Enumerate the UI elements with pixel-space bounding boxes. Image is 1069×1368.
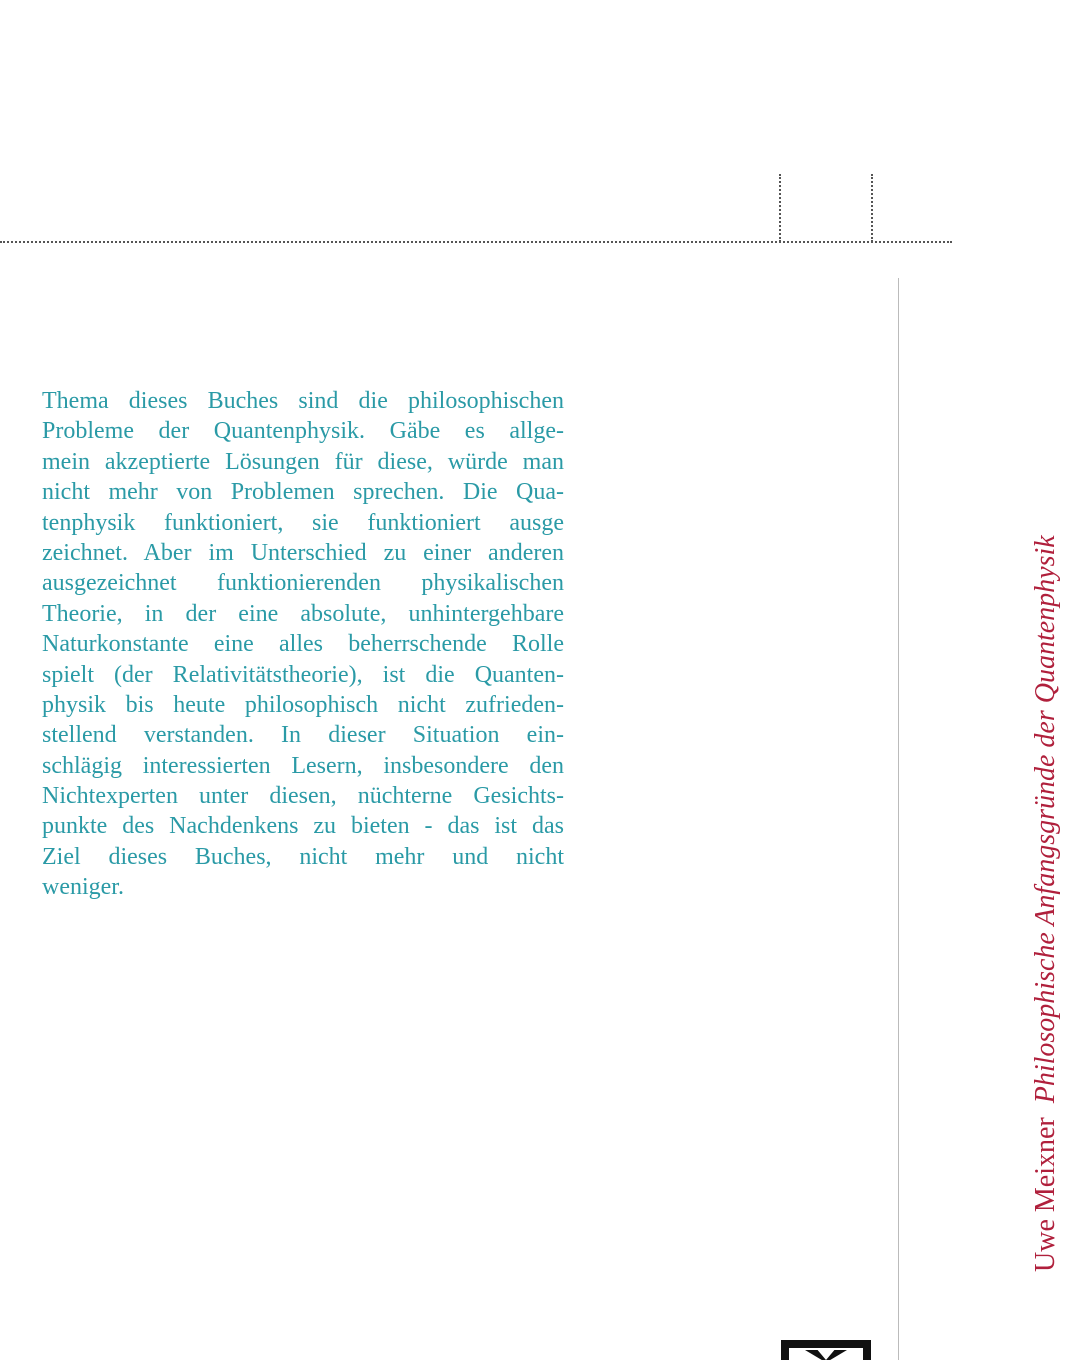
blurb-line: Theorie, in der eine absolute, unhintergehbare xyxy=(42,600,564,627)
blurb-line: Nichtexperten unter diesen, nüchterne Gesichts- xyxy=(42,783,564,810)
blurb-line: ausgezeichnet funktionierenden physikalischen xyxy=(42,570,564,597)
blurb-line: Ziel dieses Buches, nicht mehr und nicht xyxy=(42,843,564,870)
blurb-line: spielt (der Relativitätstheorie), ist die Quanten- xyxy=(42,661,564,688)
publisher-logo-icon xyxy=(781,1340,871,1360)
spine-fold-line xyxy=(898,278,899,1360)
cut-line-vertical-right xyxy=(871,174,873,242)
blurb-line: nicht mehr von Problemen sprechen. Die Qua- xyxy=(42,479,564,506)
spine-text xyxy=(1023,532,1069,1272)
blurb-line: Naturkonstante eine alles beherrschende Rolle xyxy=(42,631,564,658)
publisher-logo-inner xyxy=(789,1348,863,1368)
blurb-line: mein akzeptierte Lösungen für diese, würde man xyxy=(42,448,564,475)
spine-author: Uwe Meixner xyxy=(1030,1117,1061,1272)
blurb-line: physik bis heute philosophisch nicht zufrieden- xyxy=(42,691,564,718)
blurb-line: stellend verstanden. In dieser Situation ein- xyxy=(42,722,564,749)
blurb-line: Thema dieses Buches sind die philosophischen xyxy=(42,388,564,414)
blurb-line: schlägig interessierten Lesern, insbesondere den xyxy=(42,752,564,779)
blurb-line: Probleme der Quantenphysik. Gäbe es allge- xyxy=(42,418,564,445)
blurb-line-last: weniger. xyxy=(42,874,124,901)
cut-line-vertical-left xyxy=(779,174,781,242)
blurb-line: punkte des Nachdenkens zu bieten - das ist das xyxy=(42,813,564,840)
blurb-line: tenphysik funktioniert, sie funktioniert ausge xyxy=(42,509,564,536)
cut-line-horizontal xyxy=(0,241,952,243)
back-cover-blurb xyxy=(42,386,564,903)
blurb-line: zeichnet. Aber im Unterschied zu einer anderen xyxy=(42,539,564,566)
spine-title: Philosophische Anfangsgründe der Quantenphysik xyxy=(1030,535,1061,1104)
